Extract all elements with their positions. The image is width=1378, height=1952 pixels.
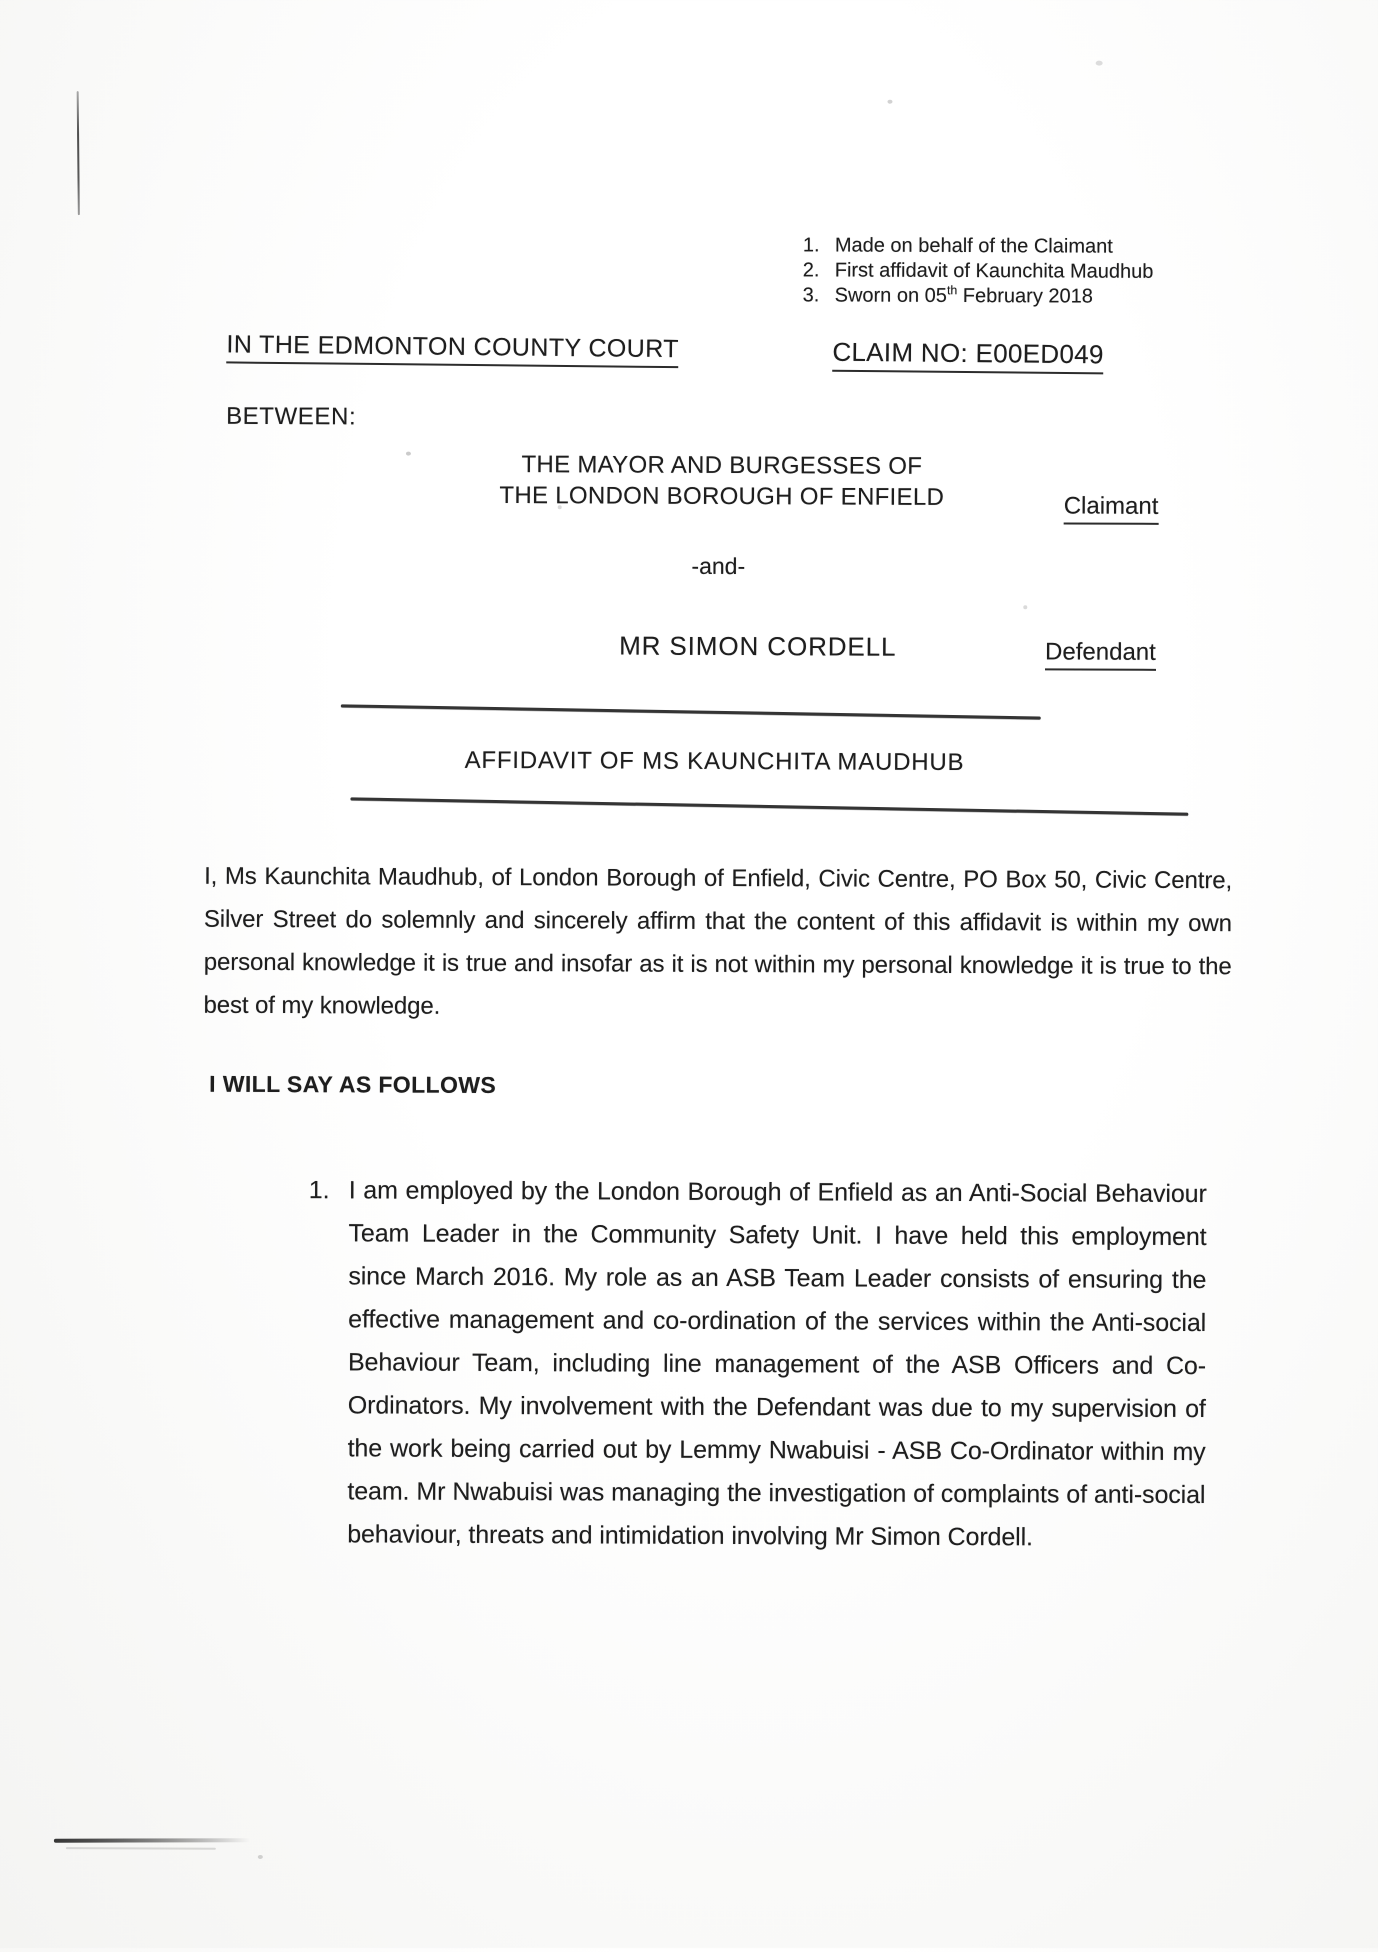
horizontal-rule-bottom <box>350 797 1188 815</box>
court-name <box>226 330 679 368</box>
claimant-name <box>462 449 982 513</box>
and-separator: -and- <box>691 552 746 580</box>
paragraph-number: 1. <box>308 1176 330 1205</box>
court-name-text: IN THE EDMONTON COUNTY COURT <box>226 330 679 368</box>
header-notes <box>803 233 1154 310</box>
affidavit-title: AFFIDAVIT OF MS KAUNCHITA MAUDHUB <box>464 746 965 777</box>
claim-number <box>832 337 1104 375</box>
scan-smudge-line-artifact <box>54 1838 250 1843</box>
header-note-1 <box>803 233 1154 260</box>
section-heading: I WILL SAY AS FOLLOWS <box>209 1070 497 1098</box>
header-note-2 <box>803 258 1154 285</box>
scan-fold-line-artifact <box>77 91 80 215</box>
between-label: BETWEEN: <box>226 402 357 431</box>
ordinal-superscript: th <box>946 283 958 298</box>
note-text <box>835 283 1093 309</box>
defendant-role-text: Defendant <box>1045 638 1156 670</box>
scan-smudge-line-artifact <box>66 1847 216 1850</box>
claimant-role-text: Claimant <box>1064 492 1159 524</box>
numbered-paragraph-1 <box>307 1169 1207 1560</box>
note-number: 3. <box>802 284 820 307</box>
sworn-date-prefix: Sworn on 05 <box>834 284 947 307</box>
note-number: 1. <box>802 234 820 257</box>
scan-speck <box>887 100 892 104</box>
defendant-role-label <box>1045 638 1156 670</box>
claimant-name-line-1: THE MAYOR AND BURGESSES OF <box>521 451 923 480</box>
scan-speck <box>406 452 411 456</box>
note-number: 2. <box>802 259 820 282</box>
scan-speck <box>1096 61 1103 66</box>
claim-number-text: CLAIM NO: E00ED049 <box>832 337 1104 375</box>
note-text: Made on behalf of the Claimant <box>834 234 1113 258</box>
paragraph-text: I am employed by the London Borough of Enfield as an Anti-Social Behaviour Team Leader in the Community Safety Unit. I have held this employment since March 2016. My role as an ASB Team Leader consists of ensuring the effective management and co-ordination of the services within the Anti-social Behaviour Team, including line management of the ASB Officers and Co-Ordinators. My involvement with the Defendant was due to my supervision of the work being carried out by Lemmy Nwabuisi - ASB Co-Ordinator within my team. Mr Nwabuisi was managing the investigation of complaints of anti-social behaviour, threats and intimidation involving Mr Simon Cordell. <box>347 1176 1207 1552</box>
affirmation-paragraph: I, Ms Kaunchita Maudhub, of London Borough of Enfield, Civic Centre, PO Box 50, Civic Centre, Silver Street do solemnly and sincerely affirm that the content of this affidavit is within my own personal knowledge it is true and insofar as it is not within my personal knowledge it is true to the best of my knowledge. <box>203 862 1233 1020</box>
sworn-date-suffix: February 2018 <box>957 284 1093 308</box>
scan-speck <box>1023 605 1027 609</box>
header-note-3 <box>803 283 1154 310</box>
scan-speck <box>258 1855 263 1859</box>
claimant-role-label <box>1064 492 1159 524</box>
note-text: First affidavit of Kaunchita Maudhub <box>834 259 1154 283</box>
defendant-name: MR SIMON CORDELL <box>619 630 897 662</box>
horizontal-rule-top <box>341 704 1041 719</box>
claimant-name-line-2: THE LONDON BOROUGH OF ENFIELD <box>499 481 945 511</box>
